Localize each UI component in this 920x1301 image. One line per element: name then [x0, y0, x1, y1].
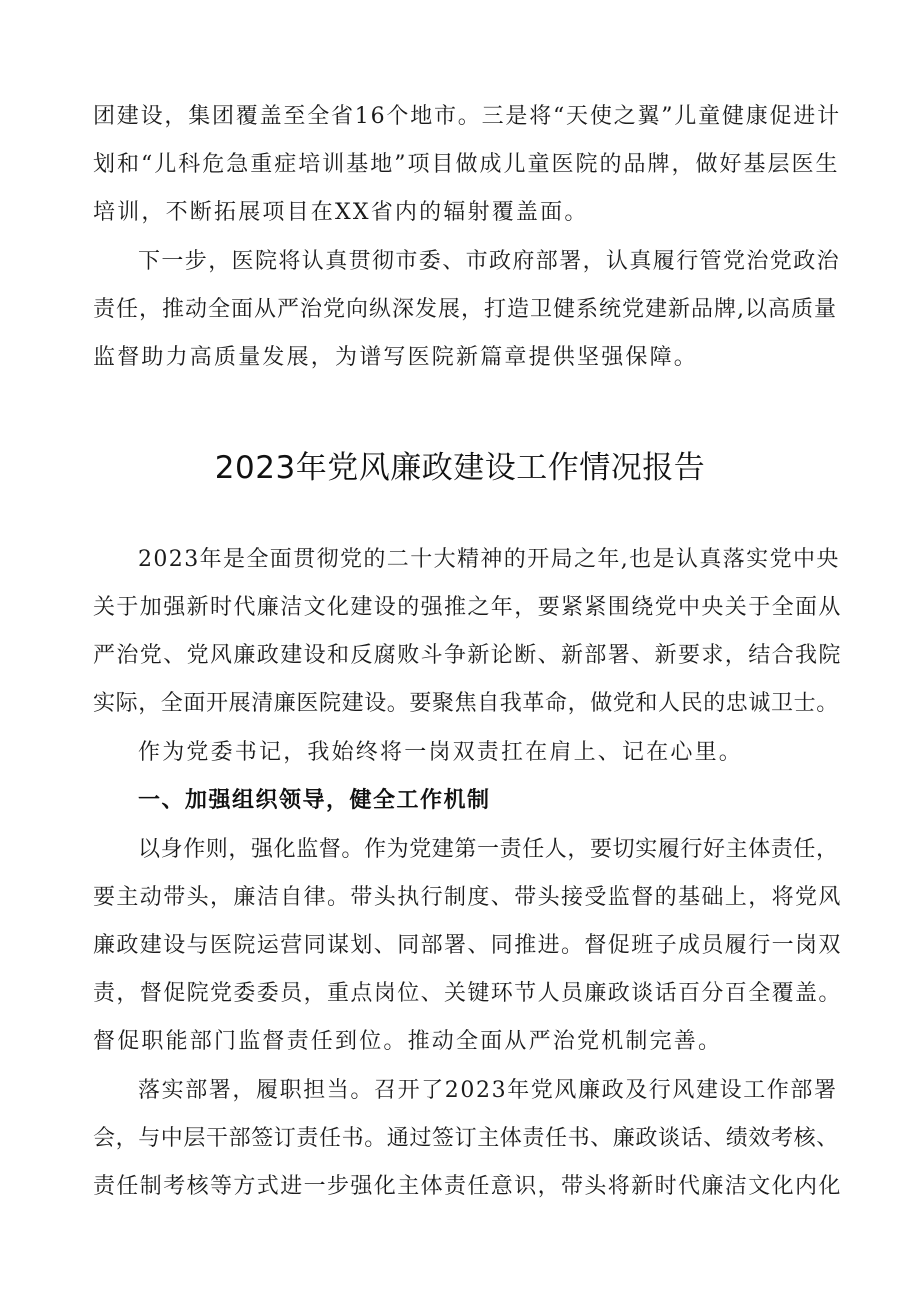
report-title: 2023年党风廉政建设工作情况报告 [214, 450, 706, 486]
intro-line-1: 团建设，集团覆盖至全省16个地市。三是将“天使之翼”儿童健康促进计 [93, 104, 841, 129]
opening-line-4: 实际，全面开展清廉医院建设。要聚焦自我革命，做党和人民的忠诚卫士。 [93, 691, 839, 716]
section-1-para-1-line-1: 以身作则，强化监督。作为党建第一责任人，要切实履行好主体责任， [138, 837, 839, 862]
section-1-para-1-line-4: 责，督促院党委委员，重点岗位、关键环节人员廉政谈话百分百全覆盖。 [93, 981, 842, 1006]
intro-line-3: 培训，不断拓展项目在XX省内的辐射覆盖面。 [93, 200, 589, 225]
section-1-para-1-line-2: 要主动带头，廉洁自律。带头执行制度、带头接受监督的基础上，将党风 [93, 885, 842, 910]
opening-line-2: 关于加强新时代廉洁文化建设的强推之年，要紧紧围绕党中央关于全面从 [93, 595, 842, 620]
intro-line-2: 划和“儿科危急重症培训基地”项目做成儿童医院的品牌，做好基层医生 [93, 152, 840, 177]
section-1-para-2-line-3: 责任制考核等方式进一步强化主体责任意识，带头将新时代廉洁文化内化 [93, 1174, 842, 1199]
section-1-para-1-line-3: 廉政建设与医院运营同谋划、同部署、同推进。督促班子成员履行一岗双 [93, 933, 842, 958]
statement-line: 作为党委书记，我始终将一岗双责扛在肩上、记在心里。 [138, 740, 744, 765]
next-step-line-1: 下一步，医院将认真贯彻市委、市政府部署，认真履行管党治党政治 [138, 249, 841, 274]
opening-line-3: 严治党、党风廉政建设和反腐败斗争新论断、新部署、新要求，结合我院 [93, 643, 842, 668]
section-1-para-1-line-5: 督促职能部门监督责任到位。推动全面从严治党机制完善。 [93, 1029, 723, 1054]
section-1-para-2-line-2: 会，与中层干部签订责任书。通过签订主体责任书、廉政谈话、绩效考核、 [93, 1126, 839, 1151]
section-1-heading: 一、加强组织领导，健全工作机制 [138, 788, 491, 813]
opening-line-1: 2023年是全面贯彻党的二十大精神的开局之年,也是认真落实党中央 [138, 547, 840, 572]
next-step-line-2: 责任，推动全面从严治党向纵深发展，打造卫健系统党建新品牌,以高质量 [93, 297, 837, 322]
next-step-line-3: 监督助力高质量发展，为谱写医院新篇章提供坚强保障。 [93, 345, 699, 370]
section-1-para-2-line-1: 落实部署，履职担当。召开了2023年党风廉政及行风建设工作部署 [138, 1078, 838, 1103]
